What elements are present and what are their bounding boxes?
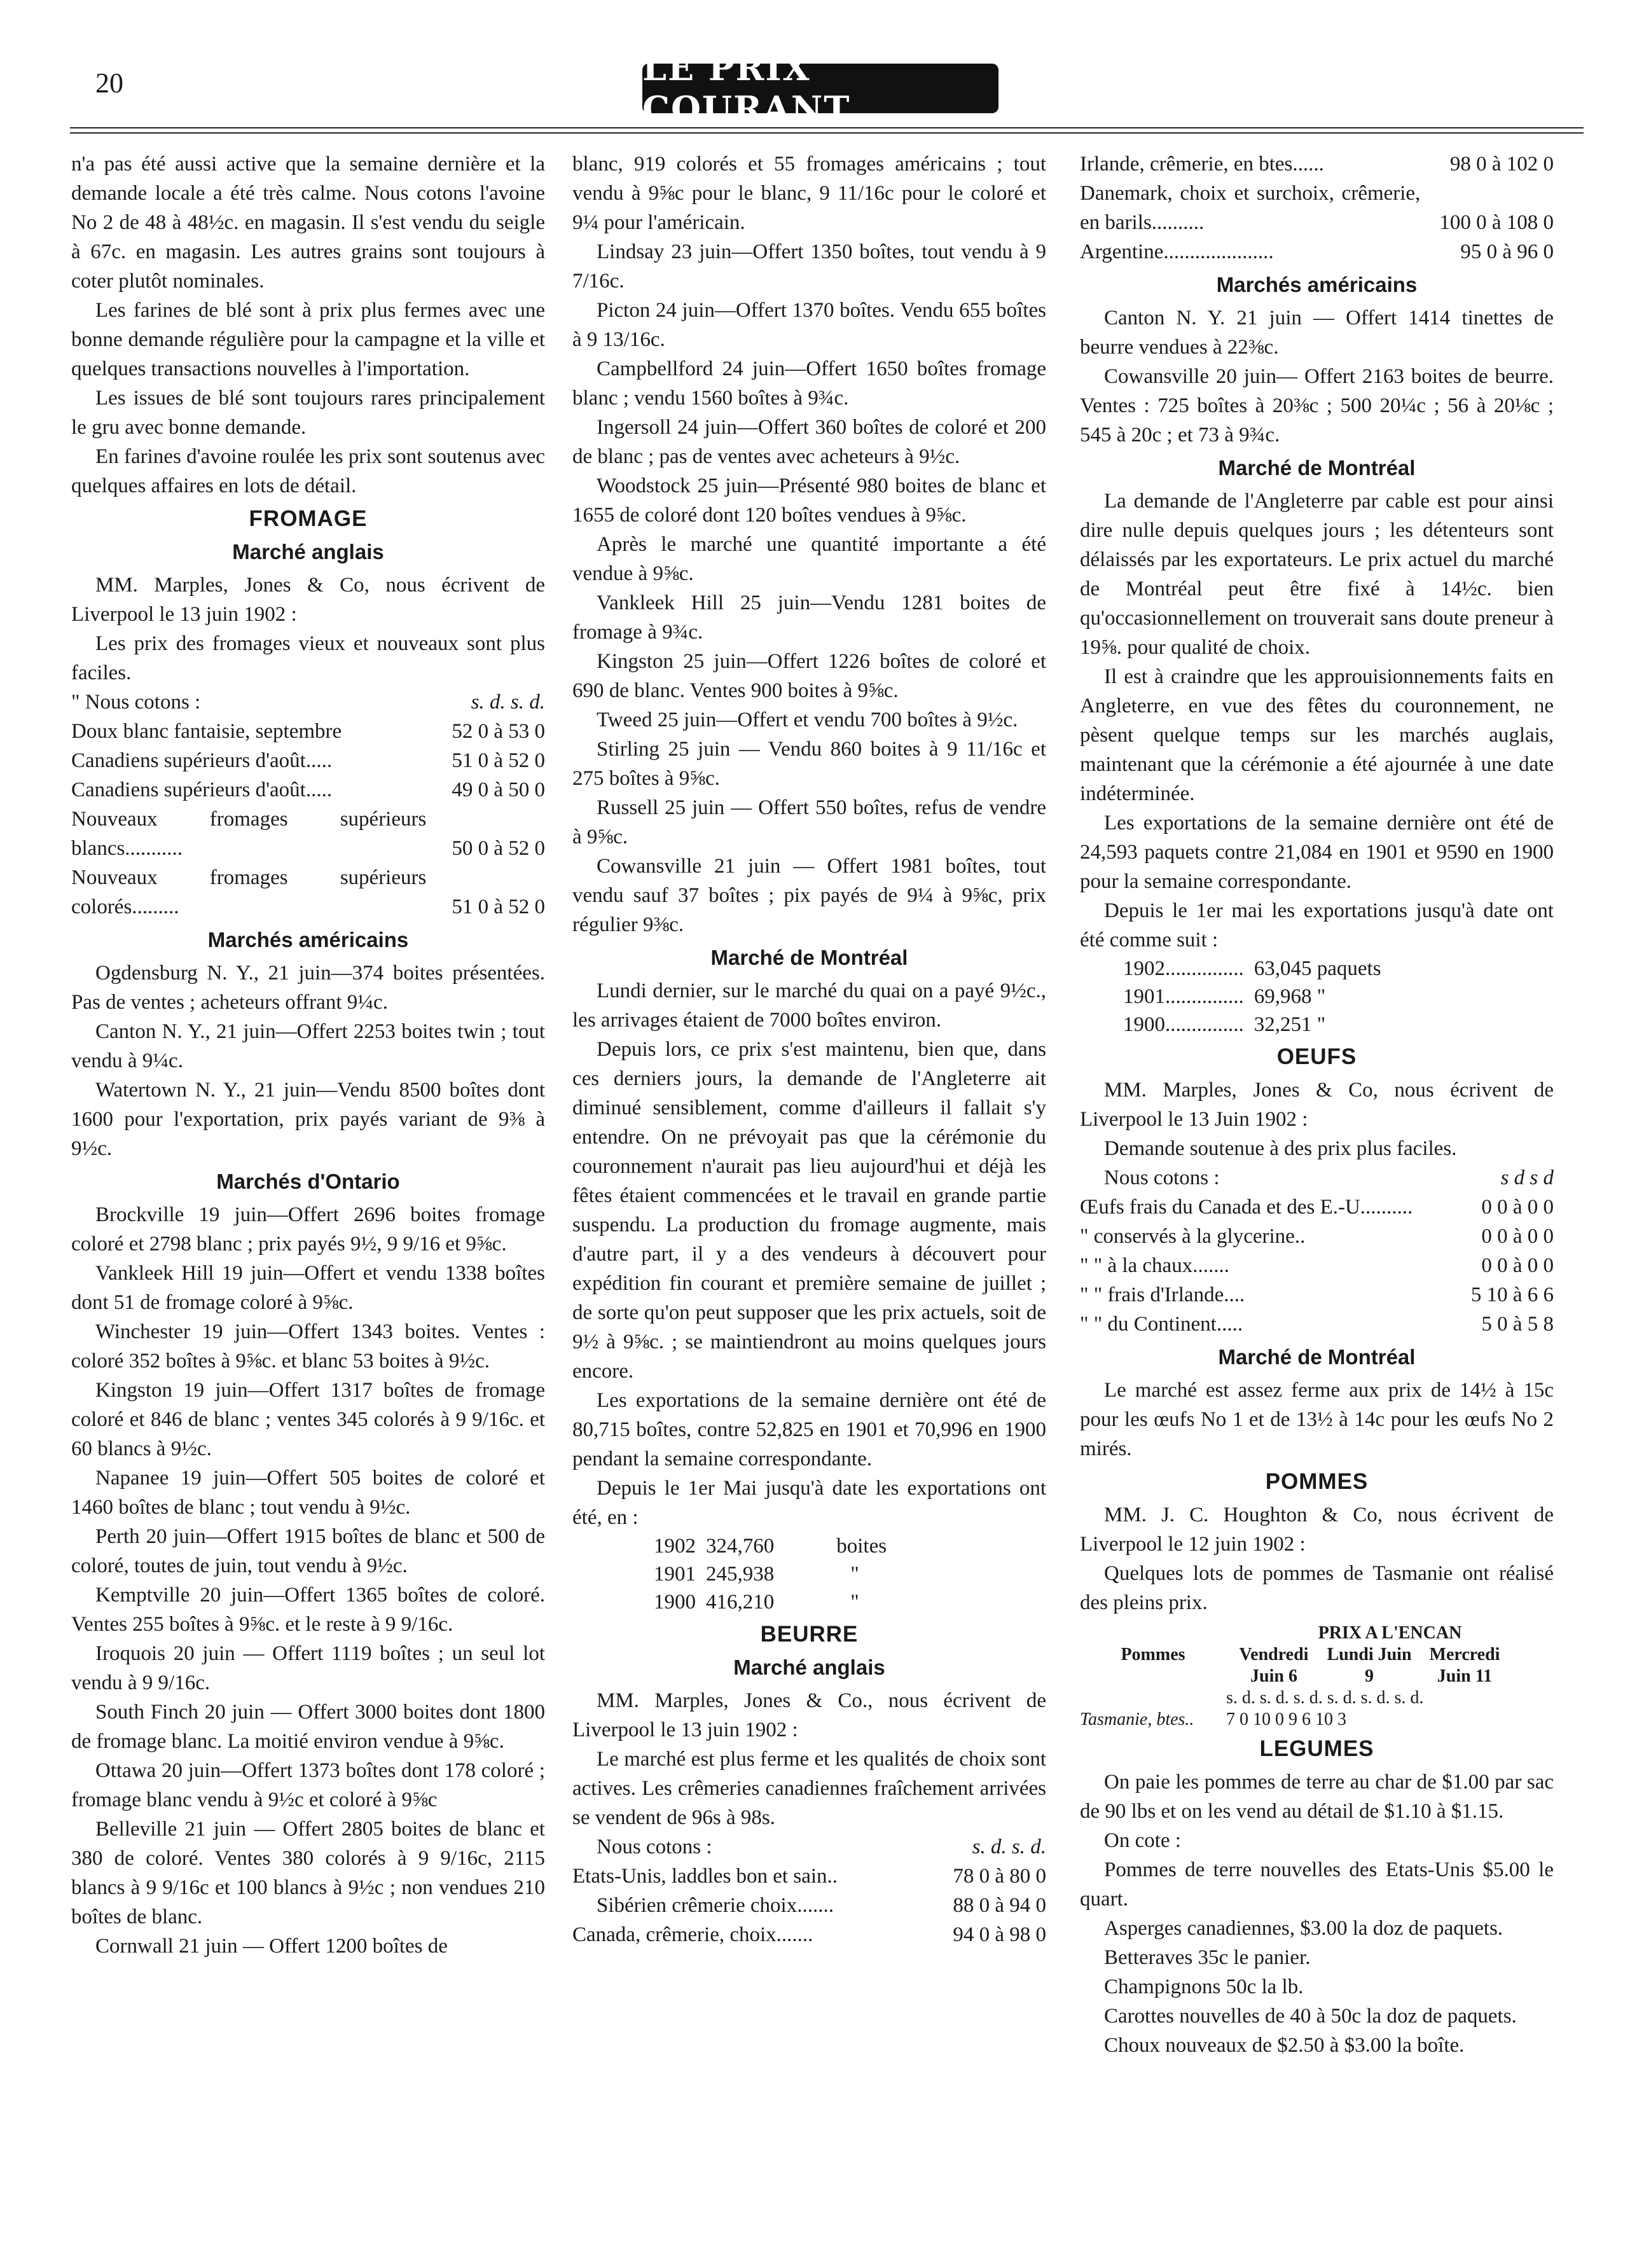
price-value: 50 0 à 52 0 [452, 837, 545, 860]
paragraph: Russell 25 juin — Offert 550 boîtes, refus de vendre à 9⅝c. [572, 796, 1046, 848]
price-label: Doux blanc fantaisie, septembre [71, 720, 342, 743]
paragraph: Vankleek Hill 19 juin—Offert et vendu 1338 boîtes dont 51 de fromage coloré à 9⅝c. [71, 1262, 545, 1314]
paragraph: Belleville 21 juin — Offert 2805 boites de blanc et 380 de coloré. Ventes 380 colorés à 9 9/16c, 2115 blancs à 9 9/16c et 100 blancs à 9½c ; non vendues 210 boîtes de blanc. [71, 1818, 545, 1928]
paragraph: MM. Marples, Jones & Co., nous écrivent de Liverpool le 13 juin 1902 : [572, 1689, 1046, 1741]
units-label: s. d. s. d. [471, 691, 545, 714]
list-item: Champignons 50c la lb. [1104, 1975, 1304, 1998]
table-cell: 1900 [654, 1591, 696, 1614]
cotons-label: Nous cotons : [597, 1836, 712, 1858]
price-value: 95 0 à 96 0 [1460, 240, 1554, 263]
table-row [1118, 983, 1386, 1011]
section-heading: OEUFS [1276, 1044, 1357, 1069]
price-value: 5 0 à 5 8 [1481, 1313, 1554, 1336]
price-row [71, 805, 545, 863]
price-row [1080, 179, 1554, 237]
paragraph: Lundi dernier, sur le marché du quai on a payé 9½c., les arrivages étaient de 7000 boîtes environ. [572, 979, 1046, 1032]
table-cell: 416,210 [706, 1591, 775, 1614]
paragraph: Ogdensburg N. Y., 21 juin—374 boites présentées. Pas de ventes ; acheteurs offrant 9¼c. [71, 962, 545, 1014]
price-value: 78 0 à 80 0 [953, 1865, 1046, 1888]
paragraph: blanc, 919 colorés et 55 fromages américains ; tout vendu à 9⅝c pour le blanc, 9 11/16c pour le coloré et 9¼ pour l'américain. [572, 153, 1046, 234]
section-heading: FROMAGE [249, 506, 368, 531]
column-1 [71, 149, 545, 1961]
table-row [1118, 955, 1386, 983]
price-row [71, 717, 545, 746]
table-cell: 324,760 [706, 1535, 775, 1558]
units-label: s. d. s. d. [972, 1836, 1046, 1858]
price-value: 5 10 à 6 6 [1470, 1283, 1554, 1306]
subsection-heading: Marchés américains [207, 928, 409, 951]
table-row [1118, 1011, 1386, 1039]
price-row [1080, 1310, 1554, 1339]
subsection-heading: Marché anglais [232, 540, 384, 564]
price-value: 49 0 à 50 0 [452, 778, 545, 801]
price-row [71, 863, 545, 922]
price-row [1080, 237, 1554, 266]
cotons-label: Nous cotons : [1104, 1166, 1220, 1189]
paragraph: La demande de l'Angleterre par cable est pour ainsi dire nulle depuis quelques jours ; les détenteurs sont délaissés par les exportateurs. Le prix actuel du marché de Montréal peut être fixé à 14½c. bien qu'occasionnellement on trouverait sans doute preneur à 19⅝. pour qualité de choix. [1080, 490, 1554, 659]
table-cell: 1902............... [1123, 957, 1244, 980]
price-label: Canadiens supérieurs d'août..... [71, 778, 333, 801]
auction-col-label: Vendredi Juin 6 [1239, 1645, 1309, 1686]
price-value: 100 0 à 108 0 [1439, 211, 1554, 234]
paragraph: MM. Marples, Jones & Co, nous écrivent de Liverpool le 13 juin 1902 : [71, 574, 545, 626]
paragraph: South Finch 20 juin — Offert 3000 boites dont 1800 de fromage blanc. La moitié environ vendue à 9⅝c. [71, 1701, 545, 1753]
price-value: 52 0 à 53 0 [452, 720, 545, 743]
paragraph: MM. Marples, Jones & Co, nous écrivent de Liverpool le 13 Juin 1902 : [1080, 1079, 1554, 1131]
cotons-label: " Nous cotons : [71, 691, 201, 714]
price-label: Danemark, choix et surchoix, crêmerie, en barils.......... [1080, 182, 1421, 234]
price-label: Nouveaux fromages supérieurs colorés......... [71, 866, 427, 918]
table-row [649, 1588, 892, 1616]
exports-table [649, 1532, 892, 1616]
column-2 [572, 149, 1046, 1949]
price-header [572, 1832, 1046, 1862]
paragraph: Ingersoll 24 juin—Offert 360 boîtes de coloré et 200 de blanc ; pas de ventes avec acheteurs à 9½c. [572, 416, 1046, 468]
table-cell: " [850, 1591, 859, 1614]
table-cell: 32,251 " [1254, 1013, 1326, 1036]
price-value: 0 0 à 0 0 [1481, 1254, 1554, 1277]
auction-row-label: Tasmanie, btes.. [1080, 1710, 1194, 1729]
paragraph: Il est à craindre que les approuisionnements faits en Angleterre, en vue des fêtes du couronnement, ne pèsent quelque temps sur les marchés auglais, maintenant que la cérémonie a été ajournée à une date indéterminée. [1080, 665, 1554, 805]
price-row [1080, 1280, 1554, 1310]
header-rule-2 [70, 132, 1584, 134]
price-row [1080, 1251, 1554, 1280]
page-number: 20 [95, 67, 123, 99]
auction-row-values: 7 0 10 0 9 6 10 3 [1226, 1710, 1346, 1729]
paragraph: Canton N. Y. 21 juin — Offert 1414 tinettes de beurre vendues à 22⅜c. [1080, 307, 1554, 359]
paragraph: Stirling 25 juin — Vendu 860 boites à 9 11/16c et 275 boîtes à 9⅝c. [572, 738, 1046, 790]
paragraph: En farines d'avoine roulée les prix sont soutenus avec quelques affaires en lots de détail. [71, 445, 545, 497]
price-label: " conservés à la glycerine.. [1080, 1225, 1306, 1248]
table-row [649, 1560, 892, 1588]
auction-title: PRIX A L'ENCAN [1318, 1623, 1462, 1643]
table-cell: 1901 [654, 1563, 696, 1586]
list-item: Carottes nouvelles de 40 à 50c la doz de paquets. [1104, 2005, 1517, 2028]
auction-table [1080, 1622, 1554, 1731]
paragraph: Kingston 25 juin—Offert 1226 boîtes de coloré et 690 de blanc. Ventes 900 boites à 9⅝c. [572, 650, 1046, 702]
paragraph: Tweed 25 juin—Offert et vendu 700 boîtes à 9½c. [597, 709, 1018, 731]
paragraph: Cornwall 21 juin — Offert 1200 boîtes de [95, 1935, 448, 1958]
column-3 [1080, 149, 1554, 2060]
section-heading: BEURRE [760, 1622, 859, 1647]
price-row [1080, 1193, 1554, 1222]
paragraph: Depuis le 1er mai les exportations jusqu'à date ont été comme suit : [1080, 899, 1554, 951]
paragraph: On cote : [1104, 1829, 1181, 1852]
paragraph: Ottawa 20 juin—Offert 1373 boîtes dont 178 coloré ; fromage blanc vendu à 9½c et coloré à 9⅝c [71, 1759, 545, 1811]
paragraph: Demande soutenue à des prix plus faciles. [1104, 1137, 1457, 1160]
price-label: Sibérien crêmerie choix....... [597, 1894, 834, 1917]
price-label: " " du Continent..... [1080, 1313, 1243, 1336]
subsection-heading: Marchés d'Ontario [216, 1170, 400, 1193]
paragraph: Perth 20 juin—Offert 1915 boîtes de blanc et 500 de coloré, toutes de juin, tout vendu à 9½c. [71, 1525, 545, 1577]
paragraph: Les farines de blé sont à prix plus fermes avec une bonne demande régulière pour la campagne et la ville et quelques transactions nouvelles à l'importation. [71, 299, 545, 380]
paragraph: Campbellford 24 juin—Offert 1650 boîtes fromage blanc ; vendu 1560 boîtes à 9¾c. [572, 357, 1046, 410]
paragraph: Brockville 19 juin—Offert 2696 boites fromage coloré et 2798 blanc ; prix payés 9½, 9 9/16 et 9⅝c. [71, 1203, 545, 1255]
paragraph: Kingston 19 juin—Offert 1317 boîtes de fromage coloré et 846 de blanc ; ventes 345 colorés à 9 9/16c. et 60 blancs à 9½c. [71, 1379, 545, 1460]
price-row [572, 1891, 1046, 1920]
header-rule [70, 127, 1584, 128]
section-heading: POMMES [1265, 1469, 1369, 1494]
price-value: 94 0 à 98 0 [953, 1923, 1046, 1946]
price-label: Œufs frais du Canada et des E.-U.......... [1080, 1196, 1413, 1219]
price-row [1080, 1222, 1554, 1251]
table-cell: " [850, 1563, 859, 1586]
units-label: s d s d [1500, 1166, 1554, 1189]
price-row [572, 1862, 1046, 1891]
subsection-heading: Marché de Montréal [1218, 1345, 1416, 1369]
table-cell: boites [836, 1535, 887, 1558]
price-label: Canadiens supérieurs d'août..... [71, 749, 333, 772]
section-heading: LEGUMES [1259, 1736, 1374, 1761]
price-value: 88 0 à 94 0 [953, 1894, 1046, 1917]
list-item: Choux nouveaux de $2.50 à $3.00 la boîte. [1104, 2034, 1465, 2057]
price-label: Argentine..................... [1080, 240, 1274, 263]
paragraph: Les prix des fromages vieux et nouveaux sont plus faciles. [71, 632, 545, 684]
price-row [71, 775, 545, 805]
subsection-heading: Marché de Montréal [1218, 456, 1416, 480]
paragraph: Le marché est plus ferme et les qualités de choix sont actives. Les crêmeries canadiennes fraîchement arrivées se vendent de 96s à 98s. [572, 1748, 1046, 1829]
price-header [1080, 1163, 1554, 1193]
price-header [71, 688, 545, 717]
paragraph: Napanee 19 juin—Offert 505 boites de coloré et 1460 boîtes de blanc ; tout vendu à 9½c. [71, 1467, 545, 1519]
paragraph: MM. J. C. Houghton & Co, nous écrivent de Liverpool le 12 juin 1902 : [1080, 1504, 1554, 1556]
paragraph: Cowansville 20 juin— Offert 2163 boites de beurre. Ventes : 725 boîtes à 20⅜c ; 500 20¼c ; 56 à 20⅛c ; 545 à 20c ; et 73 à 9¾c. [1080, 365, 1554, 446]
price-label: Canada, crêmerie, choix....... [572, 1923, 813, 1946]
price-value: 0 0 à 0 0 [1481, 1196, 1554, 1219]
table-cell: 63,045 paquets [1254, 957, 1381, 980]
price-value: 51 0 à 52 0 [452, 895, 545, 918]
price-label: Nouveaux fromages supérieurs blancs........... [71, 808, 427, 860]
price-label: " " à la chaux....... [1080, 1254, 1229, 1277]
price-label: Irlande, crêmerie, en btes...... [1080, 153, 1324, 176]
auction-header [1080, 1644, 1554, 1687]
subsection-heading: Marché anglais [733, 1656, 885, 1679]
paragraph: n'a pas été aussi active que la semaine dernière et la demande locale a été très calme. Nous cotons l'avoine No 2 de 48 à 48½c. en magasin. Il s'est vendu du seigle à 67c. en magasin. Les autres grains sont toujours à coter plutôt nominales. [71, 153, 545, 293]
price-value: 51 0 à 52 0 [452, 749, 545, 772]
paragraph: Après le marché une quantité importante a été vendue à 9⅝c. [572, 533, 1046, 585]
paragraph: Quelques lots de pommes de Tasmanie ont réalisé des pleins prix. [1080, 1562, 1554, 1614]
paragraph: Les issues de blé sont toujours rares principalement le gru avec bonne demande. [71, 387, 545, 439]
table-row [649, 1532, 892, 1560]
subsection-heading: Marché de Montréal [710, 946, 908, 969]
list-item: Betteraves 35c le panier. [1104, 1946, 1311, 1969]
masthead-logo: LE PRIX COURANT [642, 64, 998, 113]
price-value: 98 0 à 102 0 [1449, 153, 1554, 176]
paragraph: Kemptville 20 juin—Offert 1365 boîtes de coloré. Ventes 255 boîtes à 9⅝c. et le reste à 9 9/16c. [71, 1584, 545, 1636]
table-cell: 245,938 [706, 1563, 775, 1586]
price-row [1080, 149, 1554, 179]
auction-col-label: Lundi Juin 9 [1327, 1645, 1412, 1686]
auction-units: s. d. s. d. s. d. s. d. s. d. s. d. [1226, 1688, 1424, 1708]
price-row [572, 1920, 1046, 1949]
subsection-heading: Marchés américains [1216, 273, 1418, 296]
table-cell: 1901............... [1123, 985, 1244, 1008]
price-value: 0 0 à 0 0 [1481, 1225, 1554, 1248]
price-label: " " frais d'Irlande.... [1080, 1283, 1245, 1306]
list-item: Asperges canadiennes, $3.00 la doz de paquets. [1104, 1917, 1503, 1940]
paragraph: On paie les pommes de terre au char de $1.00 par sac de 90 lbs et on les vend au détail de $1.10 à $1.15. [1080, 1771, 1554, 1823]
paragraph: Watertown N. Y., 21 juin—Vendu 8500 boîtes dont 1600 pour l'exportation, prix payés variant de 9⅜ à 9½c. [71, 1079, 545, 1160]
paragraph: Depuis lors, ce prix s'est maintenu, bien que, dans ces derniers jours, la demande de l'Angleterre ait diminué sensiblement, comme d'ailleurs il fallait s'y entendre. On ne prévoyait pas que la cérémonie du couronnement n'aurait pas lieu aujourd'hui et déjà les fêtes étaient commencées et le travail en grande partie suspendu. La production du fromage augmente, mais d'autre part, il y a des vendeurs à découvert pour expédition fin courant et première semaine de juillet ; de sorte qu'on peut supposer que les prix actuels, soit de 9½ à 9⅝c. ; se maintiendront au moins quelques jours encore. [572, 1038, 1046, 1383]
auction-col-label: Pommes [1121, 1645, 1185, 1664]
paragraph: Iroquois 20 juin — Offert 1119 boîtes ; un seul lot vendu à 9 9/16c. [71, 1642, 545, 1694]
paragraph: Picton 24 juin—Offert 1370 boîtes. Vendu 655 boîtes à 9 13/16c. [572, 299, 1046, 351]
paragraph: Woodstock 25 juin—Présenté 980 boites de blanc et 1655 de coloré dont 120 boîtes vendues à 9⅝c. [572, 474, 1046, 527]
paragraph: Cowansville 21 juin — Offert 1981 boîtes, tout vendu sauf 37 boîtes ; pix payés de 9¼ à 9⅝c, prix régulier 9⅜c. [572, 855, 1046, 936]
table-cell: 1900............... [1123, 1013, 1244, 1036]
list-item: Pommes de terre nouvelles des Etats-Unis $5.00 le quart. [1080, 1858, 1554, 1911]
price-label: Etats-Unis, laddles bon et sain.. [572, 1865, 838, 1888]
paragraph: Canton N. Y., 21 juin—Offert 2253 boites twin ; tout vendu à 9¼c. [71, 1020, 545, 1072]
paragraph: Vankleek Hill 25 juin—Vendu 1281 boites de fromage à 9¾c. [572, 591, 1046, 644]
paragraph: Lindsay 23 juin—Offert 1350 boîtes, tout vendu à 9 7/16c. [572, 240, 1046, 293]
paragraph: Les exportations de la semaine dernière ont été de 24,593 paquets contre 21,084 en 1901 et 9590 en 1900 pour la semaine correspondante. [1080, 812, 1554, 893]
exports-table [1118, 955, 1386, 1039]
paragraph: Le marché est assez ferme aux prix de 14½ à 15c pour les œufs No 1 et de 13½ à 14c pour les œufs No 2 mirés. [1080, 1379, 1554, 1460]
paragraph: Winchester 19 juin—Offert 1343 boites. Ventes : coloré 352 boîtes à 9⅝c. et blanc 53 boites à 9½c. [71, 1320, 545, 1373]
paragraph: Depuis le 1er Mai jusqu'à date les exportations ont été, en : [572, 1477, 1046, 1529]
table-cell: 69,968 " [1254, 985, 1326, 1008]
paragraph: Les exportations de la semaine dernière ont été de 80,715 boîtes, contre 52,825 en 1901 et 70,996 en 1900 pendant la semaine correspondante. [572, 1389, 1046, 1470]
auction-col-label: Mercredi Juin 11 [1429, 1645, 1500, 1686]
auction-row [1080, 1709, 1554, 1731]
table-cell: 1902 [654, 1535, 696, 1558]
price-row [71, 746, 545, 775]
